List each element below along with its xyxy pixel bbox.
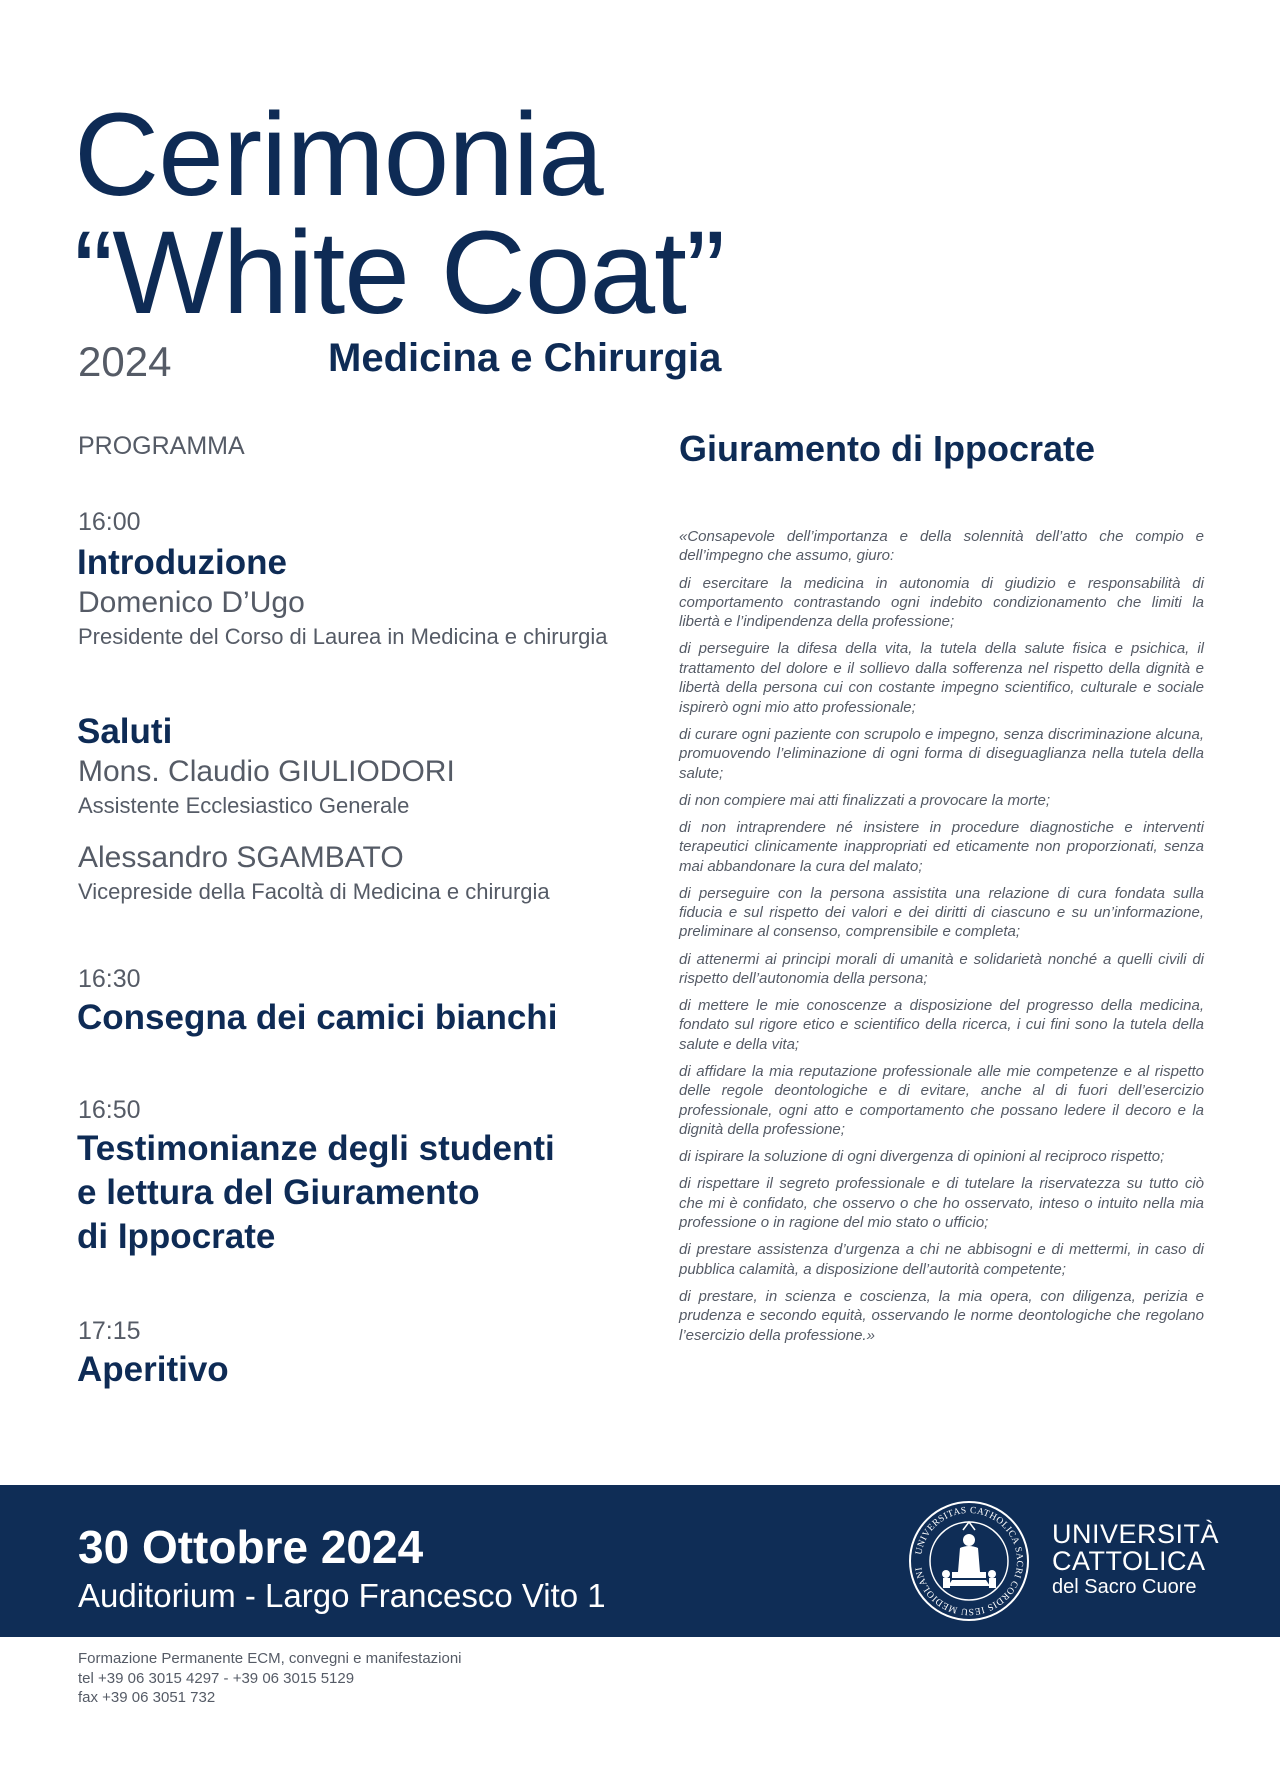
speaker-role: Vicepreside della Facoltà di Medicina e chirurgia [78, 879, 550, 904]
oath-paragraph: di prestare assistenza d’urgenza a chi ne abbisogni e di mettermi, in caso di pubblica calamità, a disposizione dell’autorità competente; [679, 1241, 1204, 1278]
oath-paragraph: di ispirare la soluzione di ogni divergenza di opinioni al reciproco rispetto; [679, 1148, 1165, 1166]
time-1600: 16:00 [78, 508, 141, 536]
svg-text:UNIVERSITAS CATHOLICA SACRI CO: UNIVERSITAS CATHOLICA SACRI CORDIS IESU MEDIOLANI [914, 1505, 1025, 1617]
oath-paragraph: di curare ogni paziente con scrupolo e impegno, senza discriminazione alcuna, promuovendo l’eliminazione di ogni forma di diseguaglianza nella tutela della salute; [679, 725, 1204, 782]
event-date: 30 Ottobre 2024 [78, 1521, 424, 1573]
oath-paragraph: di esercitare la medicina in autonomia di giudizio e responsabilità di comportamento contrastando ogni indebito condizionamento che limiti la libertà e l’indipendenza della professione; [679, 574, 1204, 631]
university-name-line-2: CATTOLICA [1052, 1546, 1206, 1576]
oath-paragraph: di attenermi ai principi morali di umanità e solidarietà nonché a quelli civili di rispetto dell’autonomia della persona; [679, 950, 1204, 987]
oath-paragraph: di non compiere mai atti finalizzati a provocare la morte; [679, 791, 1051, 809]
oath-paragraph: di perseguire con la persona assistita una relazione di cura fondata sulla fiducia e sul rispetto dei valori e dei diritti di ciascuno e su un’informazione, preliminare al consenso, comprensibile e completa; [679, 884, 1204, 941]
oath-paragraph: di perseguire la difesa della vita, la tutela della salute fisica e psichica, il trattamento del dolore e il sollievo dalla sofferenza nel rispetto della dignità e libertà della persona cui con costante impegno scientifico, culturale e sociale ispirerò ogni mio atto professionale; [679, 640, 1204, 716]
university-name-line-3: del Sacro Cuore [1052, 1576, 1197, 1598]
contact-fax: fax +39 06 3051 732 [78, 1689, 216, 1706]
programma-label: PROGRAMMA [78, 432, 245, 460]
speaker-name: Mons. Claudio GIULIODORI [78, 755, 455, 788]
event-subtitle: Medicina e Chirurgia [328, 336, 722, 380]
oath-text [679, 527, 1204, 1353]
university-seal-logo [908, 1500, 1030, 1622]
oath-paragraph: «Consapevole dell’importanza e della solennità dell’atto che compio e dell’impegno che assumo, giuro: [679, 528, 1204, 565]
time-1650: 16:50 [78, 1096, 141, 1124]
event-location: Auditorium - Largo Francesco Vito 1 [78, 1577, 606, 1614]
title-line-2: “White Coat” [74, 207, 725, 339]
oath-paragraph: di prestare, in scienza e coscienza, la mia opera, con diligenza, perizia e prudenza e secondo equità, osservando le norme deontologiche che regolano l’esercizio della professione.» [679, 1287, 1204, 1344]
oath-title: Giuramento di Ippocrate [679, 428, 1096, 469]
section-title-introduzione: Introduzione [77, 543, 287, 582]
speaker-role: Presidente del Corso di Laurea in Medicina e chirurgia [78, 624, 608, 649]
university-name [1052, 1521, 1219, 1597]
speaker-name: Alessandro SGAMBATO [78, 841, 404, 874]
section-title-testimonianze-line-3: di Ippocrate [77, 1217, 276, 1256]
oath-paragraph: di affidare la mia reputazione professionale alle mie competenze e al rispetto delle regole deontologiche e di evitare, anche al di fuori dell’esercizio professionale, ogni atto e comportamento che possano ledere il decoro e la dignità della professione; [679, 1062, 1204, 1139]
contact-phone: tel +39 06 3015 4297 - +39 06 3015 5129 [78, 1669, 355, 1687]
speaker-name: Domenico D’Ugo [78, 586, 305, 619]
contact-office: Formazione Permanente ECM, convegni e manifestazioni [78, 1650, 462, 1667]
oath-paragraph: di rispettare il segreto professionale e di tutelare la riservatezza su tutto ciò che mi è confidato, che osservo o che ho osservato, inteso o intuito nella mia professione o in ragione del mio stato o ufficio; [679, 1175, 1204, 1232]
contact-info [78, 1649, 462, 1708]
oath-paragraph: di mettere le mie conoscenze a disposizione del progresso della medicina, fondato sul rigore etico e scientifico della ricerca, i cui fini sono la tutela della salute e della vita; [679, 997, 1204, 1053]
section-title-testimonianze-line-1: Testimonianze degli studenti [77, 1129, 555, 1168]
speaker-role: Assistente Ecclesiastico Generale [78, 793, 410, 818]
section-title-saluti: Saluti [77, 712, 173, 751]
oath-paragraph: di non intraprendere né insistere in procedure diagnostiche e interventi terapeutici clinicamente inappropriati ed eticamente non proporzionati, senza mai abbandonare la cura del malato; [679, 818, 1204, 875]
event-year: 2024 [78, 338, 172, 385]
section-title-aperitivo: Aperitivo [77, 1350, 229, 1389]
university-name-line-1: UNIVERSITÀ [1052, 1519, 1220, 1549]
time-1715: 17:15 [78, 1317, 141, 1345]
section-title-testimonianze-line-2: e lettura del Giuramento [77, 1173, 480, 1212]
title-line-1: Cerimonia [74, 89, 603, 221]
time-1630: 16:30 [78, 965, 141, 993]
section-title-consegna: Consegna dei camici bianchi [77, 998, 558, 1037]
